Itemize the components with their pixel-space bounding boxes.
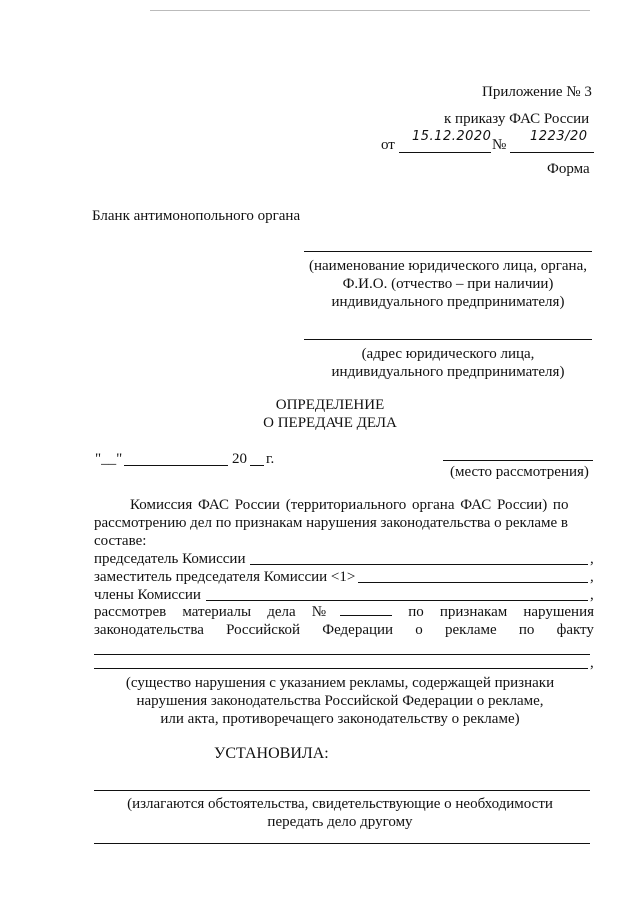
- circumstances-caption-2: передать дело другому: [267, 814, 413, 830]
- blank-label: Бланк антимонопольного органа: [92, 208, 301, 224]
- year-suffix: г.: [266, 451, 275, 467]
- number-line: [510, 152, 594, 153]
- circumstances-caption-1: (излагаются обстоятельства, свидетельствующие о необходимости: [127, 796, 553, 812]
- form-label: Форма: [547, 161, 590, 177]
- essence-comma: ,: [590, 655, 594, 671]
- deputy-comma: ,: [590, 569, 594, 585]
- commission-para-line-2: рассмотрению дел по признакам нарушения законодательства о рекламе в: [94, 515, 568, 531]
- place-caption: (место рассмотрения): [450, 464, 589, 480]
- addressee-address-line: [304, 339, 592, 340]
- deputy-line: [358, 582, 588, 583]
- chair-comma: ,: [590, 551, 594, 567]
- number-label: №: [492, 137, 507, 153]
- place-line: [443, 460, 593, 461]
- appendix-label: Приложение № 3: [482, 84, 592, 100]
- addressee-address-caption-1: (адрес юридического лица,: [361, 346, 535, 362]
- essence-caption-2: нарушения законодательства Российской Федерации о рекламе,: [136, 693, 544, 709]
- reviewed-word: по: [408, 604, 424, 620]
- law-word: рекламе: [444, 622, 497, 638]
- bottom-line: [94, 843, 590, 844]
- addressee-name-caption-1: (наименование юридического лица, органа,: [308, 258, 587, 274]
- chair-label: председатель Комиссии: [94, 551, 246, 567]
- members-line: [206, 600, 588, 601]
- commission-para-line-1: [130, 496, 594, 514]
- day-quotes: "__": [95, 451, 123, 467]
- addressee-name-caption-2: Ф.И.О. (отчество – при наличии): [342, 276, 554, 292]
- reviewed-word: №: [311, 604, 327, 620]
- chair-line: [250, 564, 588, 565]
- law-word: о: [415, 622, 423, 638]
- reviewed-word: дела: [267, 604, 296, 620]
- addressee-name-caption-3: индивидуального предпринимателя): [331, 294, 565, 310]
- members-comma: ,: [590, 587, 594, 603]
- reviewed-word: материалы: [182, 604, 252, 620]
- essence-caption-3: или акта, противоречащего законодательству о рекламе): [160, 711, 520, 727]
- deputy-label: заместитель председателя Комиссии <1>: [94, 569, 356, 585]
- order-date-handwritten: 15.12.2020: [412, 129, 492, 144]
- commission-para-line-1-text: Комиссия ФАС России (территориального органа ФАС России) по: [130, 497, 569, 513]
- top-rule: [150, 10, 590, 11]
- essence-line-2: [94, 668, 588, 669]
- year-line: [250, 465, 264, 466]
- addressee-address-caption-2: индивидуального предпринимателя): [331, 364, 565, 380]
- reviewed-word: признакам: [439, 604, 508, 620]
- members-label: члены Комиссии: [94, 587, 201, 603]
- established-heading: УСТАНОВИЛА:: [214, 745, 329, 762]
- commission-para-line-3: составе:: [94, 533, 147, 549]
- law-word: Российской: [226, 622, 301, 638]
- law-word: Федерации: [322, 622, 394, 638]
- law-word: по: [518, 622, 535, 638]
- law-row: [94, 621, 594, 639]
- from-label: от: [381, 137, 395, 153]
- circumstances-line: [94, 790, 590, 791]
- order-reference: к приказу ФАС России: [444, 111, 590, 127]
- case-number-line: [340, 615, 392, 616]
- addressee-name-line: [304, 251, 592, 252]
- reviewed-row: [94, 603, 594, 621]
- document-title-2: О ПЕРЕДАЧЕ ДЕЛА: [263, 415, 397, 431]
- law-word: законодательства: [94, 622, 204, 638]
- year-prefix: 20: [232, 451, 247, 467]
- essence-line-1: [94, 654, 590, 655]
- date-line: [399, 152, 491, 153]
- essence-caption-1: (существо нарушения с указанием рекламы, содержащей признаки: [125, 675, 555, 691]
- order-number-handwritten: 1223/20: [530, 129, 588, 144]
- reviewed-word: нарушения: [523, 604, 594, 620]
- month-line: [124, 465, 228, 466]
- law-word: факту: [556, 622, 594, 638]
- reviewed-word: рассмотрев: [94, 604, 167, 620]
- case-number-group: [312, 603, 392, 621]
- document-title-1: ОПРЕДЕЛЕНИЕ: [275, 397, 385, 413]
